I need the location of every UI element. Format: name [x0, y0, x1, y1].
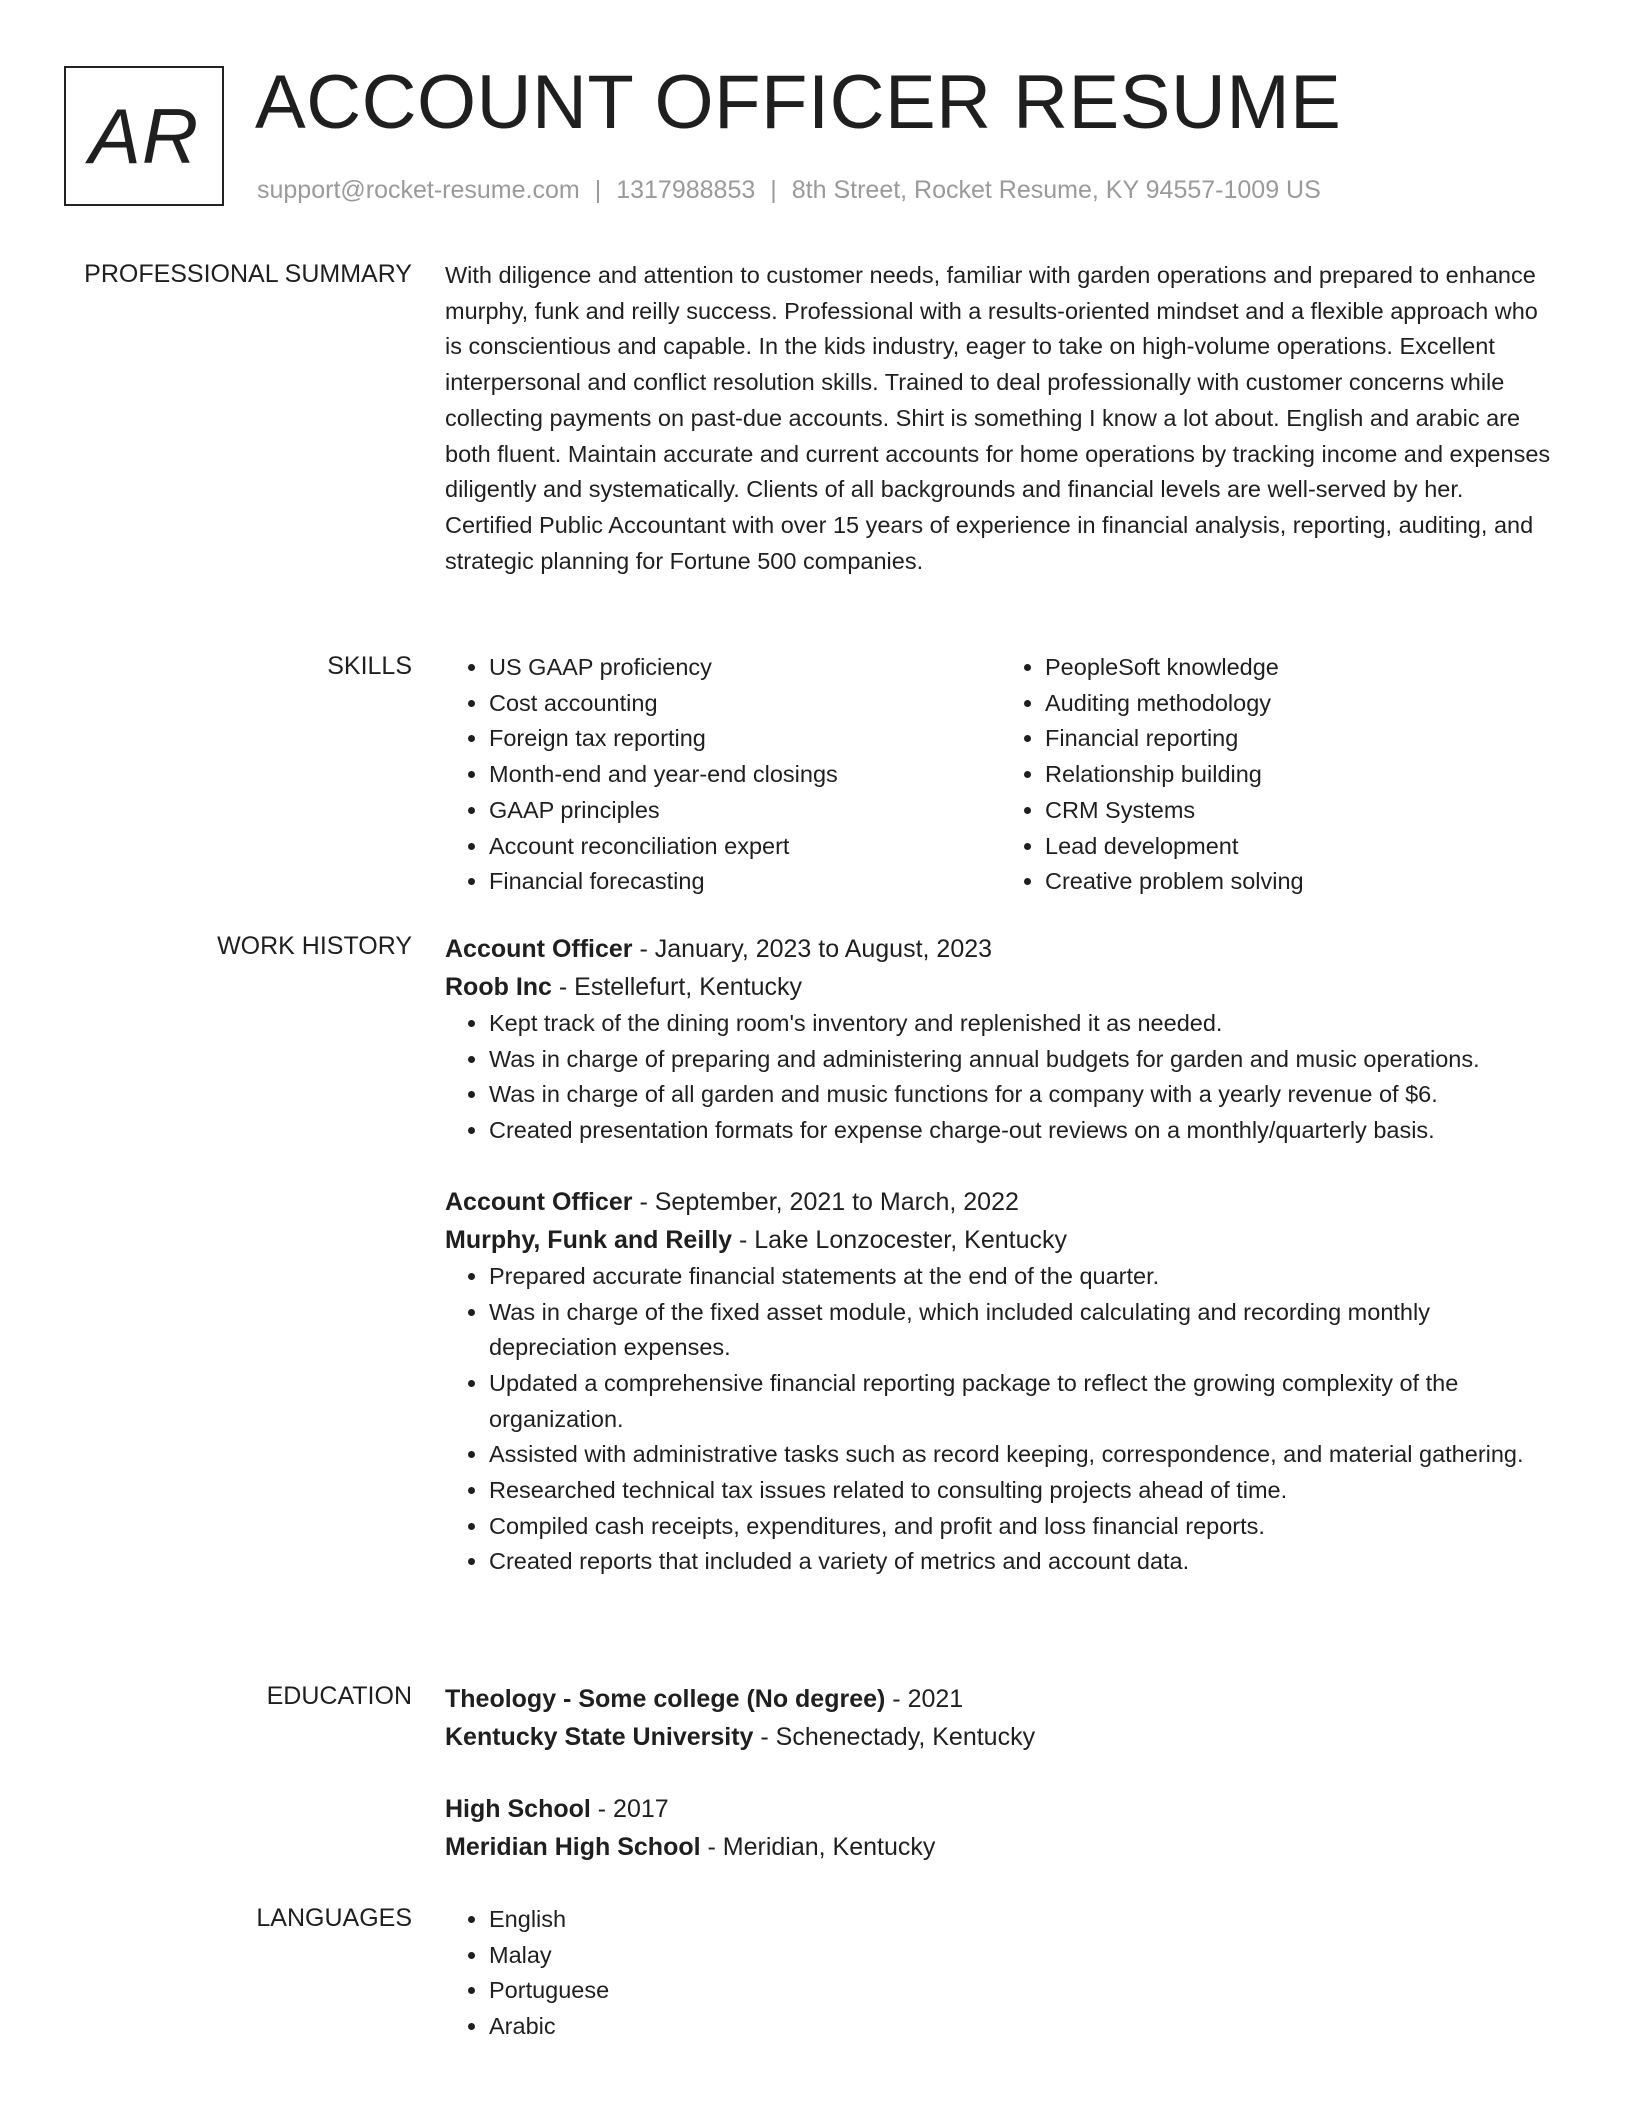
skill-item: • Relationship building — [1045, 757, 1557, 793]
education-school-line — [445, 1718, 1557, 1756]
job-dates: - January, 2023 to August, 2023 — [632, 935, 993, 963]
skill-item: • Foreign tax reporting — [489, 721, 1001, 757]
summary-content — [445, 258, 1557, 579]
section-label-summary: PROFESSIONAL SUMMARY — [84, 260, 412, 288]
education-school: Meridian High School — [445, 1833, 701, 1861]
job-company-line — [445, 968, 1557, 1006]
job-bullets — [445, 1259, 1557, 1580]
skills-content — [445, 650, 1557, 900]
education-degree: Theology - Some college (No degree) — [445, 1685, 886, 1713]
job-bullet: • Researched technical tax issues related to consulting projects ahead of time. — [489, 1473, 1557, 1509]
education-school-line — [445, 1828, 1557, 1866]
skill-item: • Lead development — [1045, 829, 1557, 865]
contact-phone[interactable]: 1317988853 — [616, 176, 756, 204]
skill-item: • Auditing methodology — [1045, 686, 1557, 722]
skill-item: • Financial forecasting — [489, 864, 1001, 900]
job-bullets — [445, 1006, 1557, 1149]
skill-item: • Account reconciliation expert — [489, 829, 1001, 865]
job-title-line — [445, 930, 1557, 968]
language-item: • Portuguese — [489, 1973, 1557, 2009]
job-company-line — [445, 1221, 1557, 1259]
contact-address: 8th Street, Rocket Resume, KY 94557-1009 US — [791, 176, 1321, 204]
job-bullet: • Was in charge of preparing and administering annual budgets for garden and music operations. — [489, 1042, 1557, 1078]
page-title: ACCOUNT OFFICER RESUME — [255, 60, 1342, 145]
languages-list — [445, 1902, 1557, 2045]
skills-list-right — [1001, 650, 1557, 900]
job-location: - Estellefurt, Kentucky — [551, 973, 803, 1001]
job-bullet: • Created reports that included a variety of metrics and account data. — [489, 1544, 1557, 1580]
job-title-line — [445, 1183, 1557, 1221]
job-bullet: • Updated a comprehensive financial reporting package to reflect the growing complexity of the organization. — [489, 1366, 1557, 1437]
monogram-text: AR — [88, 91, 200, 180]
job-company: Roob Inc — [445, 973, 552, 1001]
job-title: Account Officer — [445, 935, 633, 963]
skill-item: • PeopleSoft knowledge — [1045, 650, 1557, 686]
education-content — [445, 1680, 1557, 1866]
job-location: - Lake Lonzocester, Kentucky — [732, 1225, 1067, 1254]
job-title: Account Officer — [445, 1187, 633, 1216]
language-item: • Malay — [489, 1938, 1557, 1974]
skill-item: • GAAP principles — [489, 793, 1001, 829]
job-bullet: • Assisted with administrative tasks such as record keeping, correspondence, and material gathering. — [489, 1437, 1557, 1473]
job-bullet: • Was in charge of all garden and music functions for a company with a yearly revenue of $6. — [489, 1077, 1557, 1113]
language-item: • English — [489, 1902, 1557, 1938]
education-year: - 2021 — [885, 1685, 964, 1713]
contact-separator: | — [770, 176, 777, 204]
section-label-work: WORK HISTORY — [217, 932, 412, 960]
monogram-logo — [64, 66, 224, 206]
skills-list-left — [445, 650, 1001, 900]
job-dates: - September, 2021 to March, 2022 — [632, 1187, 1019, 1216]
education-degree-line — [445, 1680, 1557, 1718]
skill-item: • Cost accounting — [489, 686, 1001, 722]
job-bullet: • Was in charge of the fixed asset module, which included calculating and recording monthly depreciation expenses. — [489, 1295, 1557, 1366]
skill-item: • US GAAP proficiency — [489, 650, 1001, 686]
education-degree: High School — [445, 1795, 591, 1823]
summary-text: With diligence and attention to customer needs, familiar with garden operations and prepared to enhance murphy, funk and reilly success. Professional with a results-oriented mindset and a flexible approach who is conscientious and capable. In the kids industry, eager to take on high-volume operations. Excellent interpersonal and conflict resolution skills. Trained to deal professionally with customer concerns while collecting payments on past-due accounts. Shirt is something I know a lot about. English and arabic are both fluent. Maintain accurate and current accounts for home operations by tracking income and expenses diligently and systematically. Clients of all backgrounds and financial levels are well-served by her. Certified Public Accountant with over 15 years of experience in financial analysis, reporting, auditing, and strategic planning for Fortune 500 companies. — [445, 262, 1551, 574]
languages-content — [445, 1902, 1557, 2045]
education-degree-line — [445, 1790, 1557, 1828]
contact-line — [257, 174, 1321, 206]
education-entry — [445, 1790, 1557, 1866]
education-location: - Meridian, Kentucky — [700, 1833, 936, 1861]
education-year: - 2017 — [590, 1795, 669, 1823]
skill-item: • CRM Systems — [1045, 793, 1557, 829]
section-label-languages: LANGUAGES — [256, 1904, 412, 1932]
skill-item: • Month-end and year-end closings — [489, 757, 1001, 793]
education-entry — [445, 1680, 1557, 1756]
work-content — [445, 930, 1557, 1580]
education-school: Kentucky State University — [445, 1723, 754, 1751]
job-bullet: • Kept track of the dining room's inventory and replenished it as needed. — [489, 1006, 1557, 1042]
education-location: - Schenectady, Kentucky — [753, 1723, 1036, 1751]
job-bullet: • Created presentation formats for expense charge-out reviews on a monthly/quarterly basis. — [489, 1113, 1557, 1149]
skill-item: • Financial reporting — [1045, 721, 1557, 757]
section-label-skills: SKILLS — [327, 652, 412, 680]
job-entry — [445, 930, 1557, 1149]
job-company: Murphy, Funk and Reilly — [445, 1225, 733, 1254]
section-label-education: EDUCATION — [266, 1682, 412, 1710]
contact-separator: | — [594, 176, 602, 204]
language-item: • Arabic — [489, 2009, 1557, 2045]
skill-item: • Creative problem solving — [1045, 864, 1557, 900]
contact-email[interactable]: support@rocket-resume.com — [257, 176, 580, 204]
skills-grid — [445, 650, 1557, 900]
job-entry — [445, 1183, 1557, 1580]
job-bullet: • Compiled cash receipts, expenditures, and profit and loss financial reports. — [489, 1509, 1557, 1545]
job-bullet: • Prepared accurate financial statements at the end of the quarter. — [489, 1259, 1557, 1295]
